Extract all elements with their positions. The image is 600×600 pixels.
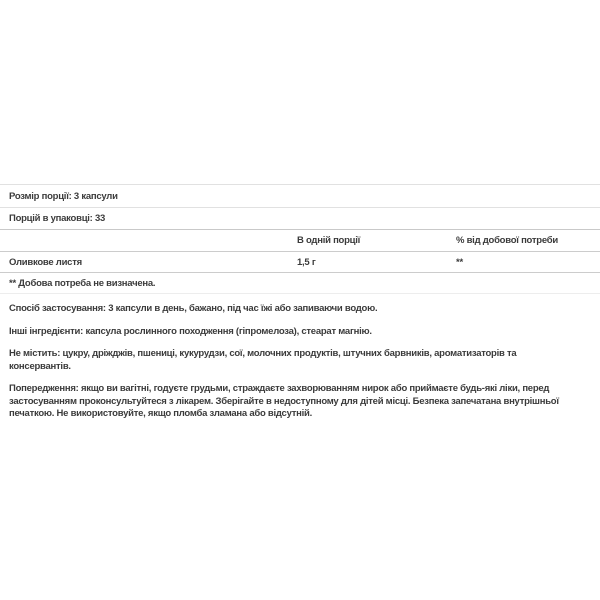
warnings-paragraph	[9, 383, 597, 421]
daily-value-column-header: % від добової потреби	[456, 235, 558, 246]
other-ingredients-paragraph	[9, 326, 597, 339]
footnote-row	[0, 273, 600, 294]
other-ingredients-line: Інші інгредієнти: капсула рослинного походження (гіпромелоза), стеарат магнію.	[9, 325, 372, 337]
warnings-line-2: застосуванням проконсультуйтеся з лікарем. Зберігайте в недоступному для дітей місці. Безпека запечатана внутрішньої	[9, 395, 559, 407]
ingredient-daily-value: **	[456, 256, 463, 268]
label-paragraphs	[9, 293, 597, 431]
servings-per-container-row	[0, 208, 600, 230]
does-not-contain-paragraph	[9, 348, 597, 373]
does-not-contain-line-2: консервантів.	[9, 360, 71, 372]
does-not-contain-line-1: Не містить: цукру, дріжджів, пшениці, кукурудзи, сої, молочних продуктів, штучних барвників, ароматизаторів та	[9, 348, 517, 359]
directions-line: Спосіб застосування: 3 капсули в день, бажано, під час їжі або запиваючи водою.	[9, 303, 378, 314]
column-header-row	[0, 230, 600, 252]
footnote-text: ** Добова потреба не визначена.	[9, 277, 156, 289]
warnings-line-1: Попередження: якщо ви вагітні, годуєте грудьми, страждаєте захворюванням нирок або приймаєте будь-які ліки, перед	[9, 383, 550, 394]
serving-size-text: Розмір порції: 3 капсули	[9, 190, 118, 202]
directions-paragraph	[9, 303, 597, 316]
amount-column-header: В одній порції	[297, 235, 361, 246]
supplement-facts-panel	[0, 184, 600, 294]
servings-per-container-text: Порцій в упаковці: 33	[9, 213, 106, 224]
ingredient-name: Оливкове листя	[9, 256, 82, 268]
warnings-line-3: печаткою. Не використовуйте, якщо пломба зламана або відсутній.	[9, 408, 312, 419]
ingredient-amount: 1,5 г	[297, 256, 316, 268]
serving-size-row	[0, 185, 600, 208]
ingredient-row	[0, 252, 600, 273]
